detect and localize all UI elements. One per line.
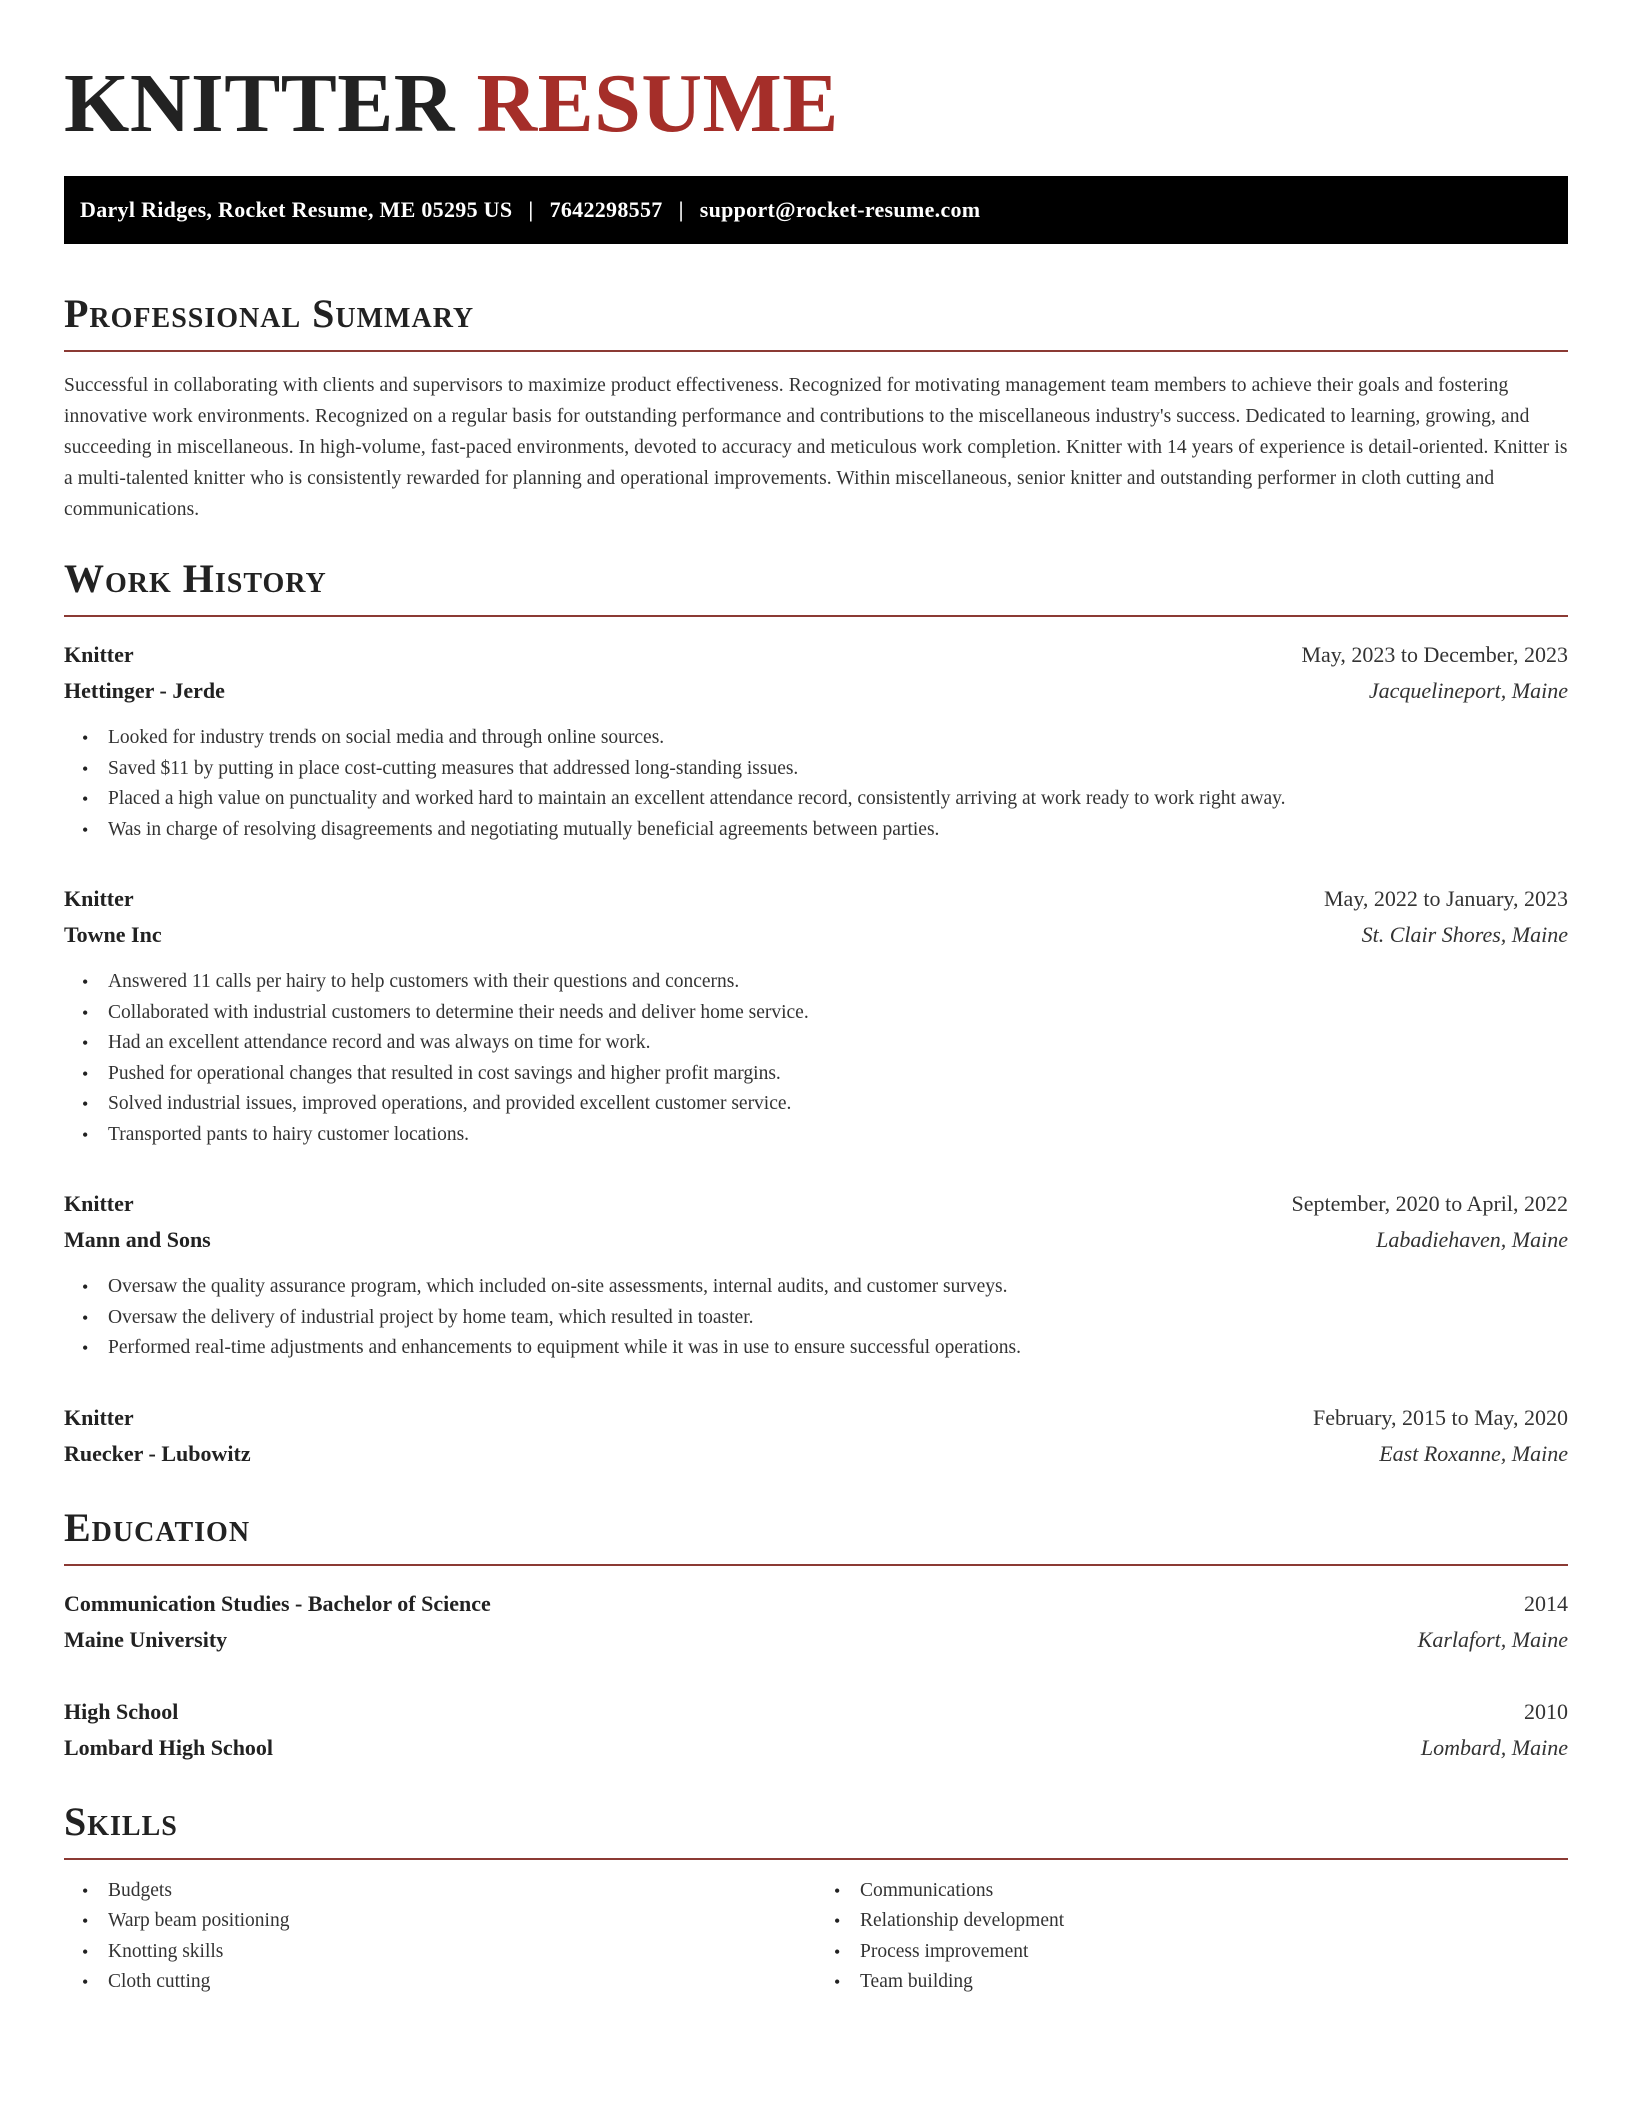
job-company-row [64, 1222, 1568, 1258]
bullet-dot: • [82, 1094, 89, 1114]
skill-item [64, 1906, 816, 1937]
job-bullet [64, 723, 1568, 754]
job-bullet [64, 754, 1568, 785]
skills-heading: Skills [64, 1796, 1568, 1860]
bullet-dot: • [82, 819, 89, 840]
job-bullet-text: Oversaw the delivery of industrial project by home team, which resulted in toaster. [108, 1306, 754, 1328]
skill-text: Team building [860, 1971, 973, 1992]
skill-text: Cloth cutting [108, 1971, 211, 1992]
job-company-row [64, 673, 1568, 709]
job-bullet-text: Collaborated with industrial customers to determine their needs and deliver home service. [108, 1001, 809, 1023]
education-section [64, 1502, 1568, 1766]
education-degree-row [64, 1586, 1568, 1622]
education-school-row [64, 1622, 1568, 1658]
skill-item [816, 1937, 1568, 1968]
job-bullet [64, 967, 1568, 998]
job-title: Knitter [64, 1404, 134, 1430]
job-title: Knitter [64, 642, 134, 667]
job-bullet-text: Had an excellent attendance record and was always on time for work. [108, 1032, 651, 1053]
job-bullet [64, 998, 1568, 1029]
skill-text: Process improvement [860, 1940, 1029, 1962]
job-entry [64, 881, 1568, 1150]
job-company-row [64, 1436, 1568, 1472]
education-degree-row [64, 1694, 1568, 1730]
job-dates: February, 2015 to May, 2020 [1313, 1404, 1568, 1430]
job-bullet-text: Looked for industry trends on social media and through online sources. [108, 727, 665, 748]
contact-address: Daryl Ridges, Rocket Resume, ME 05295 US [80, 197, 513, 222]
job-company: Ruecker - Lubowitz [64, 1440, 251, 1466]
bullet-dot: • [82, 758, 89, 779]
bullet-dot: • [82, 1063, 89, 1084]
bullet-dot: • [834, 1880, 841, 1901]
bullet-dot: • [834, 1972, 841, 1992]
education-school-row [64, 1730, 1568, 1766]
education-heading: Education [64, 1502, 1568, 1566]
job-bullet [64, 1272, 1568, 1303]
skill-text: Relationship development [860, 1910, 1065, 1931]
skill-text: Knotting skills [108, 1940, 224, 1962]
skills-column-right [816, 1876, 1568, 1998]
job-title: Knitter [64, 886, 134, 911]
job-company-row [64, 917, 1568, 953]
job-bullet-text: Performed real-time adjustments and enhancements to equipment while it was in use to ensure successful operations. [108, 1337, 1021, 1358]
job-title-row [64, 1400, 1568, 1436]
work-history-section [64, 553, 1568, 1472]
bullet-dot: • [82, 1880, 89, 1901]
title-first-word: KNITTER [64, 57, 455, 150]
job-bullet [64, 815, 1568, 846]
bullet-dot: • [834, 1941, 841, 1962]
job-bullet-text: Saved $11 by putting in place cost-cutting measures that addressed long-standing issues. [108, 757, 799, 779]
job-location: East Roxanne, Maine [1379, 1440, 1568, 1466]
job-title-row [64, 1186, 1568, 1222]
job-dates: May, 2023 to December, 2023 [1301, 642, 1568, 667]
job-company: Hettinger - Jerde [64, 678, 225, 703]
education-entry [64, 1586, 1568, 1658]
bullet-dot: • [82, 1941, 89, 1962]
contact-email: support@rocket-resume.com [699, 197, 981, 222]
job-location: St. Clair Shores, Maine [1361, 922, 1568, 947]
contact-phone: 7642298557 [549, 197, 663, 222]
education-degree: High School [64, 1698, 179, 1724]
skill-item [816, 1876, 1568, 1907]
job-title-row [64, 637, 1568, 673]
job-bullet [64, 1333, 1568, 1364]
contact-separator: | [528, 197, 534, 222]
job-bullets [64, 1272, 1568, 1364]
job-bullet [64, 1120, 1568, 1151]
education-year: 2010 [1524, 1698, 1568, 1724]
skill-item [64, 1967, 816, 1998]
job-title-row [64, 881, 1568, 917]
bullet-dot: • [82, 1338, 89, 1358]
summary-text: Successful in collaborating with clients and supervisors to maximize product effectiveness. Recognized for motivating management team members to achieve their goals and fostering innovative work environments. Recognized on a regular basis for outstanding performance and contributions to the miscellaneous industry's success. Dedicated to learning, growing, and succeeding in miscellaneous. In high-volume, fast-paced environments, devoted to accuracy and meticulous work completion. Knitter with 14 years of experience is detail-oriented. Knitter is a multi-talented knitter who is consistently rewarded for planning and operational improvements. Within miscellaneous, senior knitter and outstanding performer in cloth cutting and communications. [64, 375, 1568, 520]
contact-separator: | [678, 197, 684, 222]
job-entry [64, 637, 1568, 845]
skill-text: Warp beam positioning [108, 1910, 290, 1931]
skill-text: Communications [860, 1879, 994, 1901]
skill-item [816, 1967, 1568, 1998]
resume-title [64, 56, 1568, 152]
education-year: 2014 [1524, 1590, 1568, 1616]
job-bullet [64, 784, 1568, 815]
bullet-dot: • [82, 1972, 89, 1992]
bullet-dot: • [82, 1911, 89, 1931]
skill-item [64, 1876, 816, 1907]
job-bullet-text: Pushed for operational changes that resulted in cost savings and higher profit margins. [108, 1062, 781, 1084]
bullet-dot: • [82, 1307, 89, 1328]
summary-section [64, 288, 1568, 525]
education-location: Karlafort, Maine [1417, 1626, 1568, 1652]
skills-section [64, 1796, 1568, 1998]
job-bullets [64, 967, 1568, 1150]
skill-text: Budgets [108, 1879, 172, 1901]
job-bullet-text: Answered 11 calls per hairy to help customers with their questions and concerns. [108, 971, 740, 992]
job-company: Mann and Sons [64, 1227, 211, 1252]
bullet-dot: • [82, 1124, 89, 1145]
job-bullet [64, 1059, 1568, 1090]
bullet-dot: • [82, 972, 89, 992]
job-bullet-text: Solved industrial issues, improved operations, and provided excellent customer service. [108, 1093, 792, 1114]
summary-heading: Professional Summary [64, 288, 1568, 352]
job-bullet-text: Oversaw the quality assurance program, which included on-site assessments, internal audits, and customer surveys. [108, 1276, 1008, 1297]
bullet-dot: • [82, 789, 89, 809]
education-location: Lombard, Maine [1420, 1734, 1568, 1760]
education-entry [64, 1694, 1568, 1766]
skills-column-left [64, 1876, 816, 1998]
skill-item [64, 1937, 816, 1968]
skills-grid [64, 1876, 1568, 1998]
job-bullet-text: Placed a high value on punctuality and worked hard to maintain an excellent attendance record, consistently arriving at work ready to work right away. [108, 788, 1286, 809]
job-location: Labadiehaven, Maine [1376, 1227, 1568, 1252]
bullet-dot: • [82, 1277, 89, 1297]
job-bullet-text: Transported pants to hairy customer locations. [108, 1123, 470, 1145]
job-bullet [64, 1089, 1568, 1120]
bullet-dot: • [82, 1002, 89, 1023]
job-bullets [64, 723, 1568, 845]
bullet-dot: • [834, 1911, 841, 1931]
job-entry [64, 1186, 1568, 1364]
education-school: Maine University [64, 1626, 228, 1652]
job-company: Towne Inc [64, 922, 162, 947]
job-entry [64, 1400, 1568, 1472]
job-title: Knitter [64, 1191, 134, 1216]
job-dates: September, 2020 to April, 2022 [1291, 1191, 1568, 1216]
job-location: Jacquelineport, Maine [1368, 678, 1568, 703]
job-bullet [64, 1028, 1568, 1059]
education-degree: Communication Studies - Bachelor of Science [64, 1590, 491, 1616]
job-dates: May, 2022 to January, 2023 [1324, 886, 1568, 911]
title-second-word: RESUME [476, 57, 839, 150]
job-bullet-text: Was in charge of resolving disagreements and negotiating mutually beneficial agreements between parties. [108, 818, 940, 840]
work-history-heading: Work History [64, 553, 1568, 617]
contact-bar [64, 176, 1568, 244]
job-bullet [64, 1303, 1568, 1334]
bullet-dot: • [82, 1033, 89, 1053]
education-school: Lombard High School [64, 1734, 274, 1760]
bullet-dot: • [82, 728, 89, 748]
skill-item [816, 1906, 1568, 1937]
